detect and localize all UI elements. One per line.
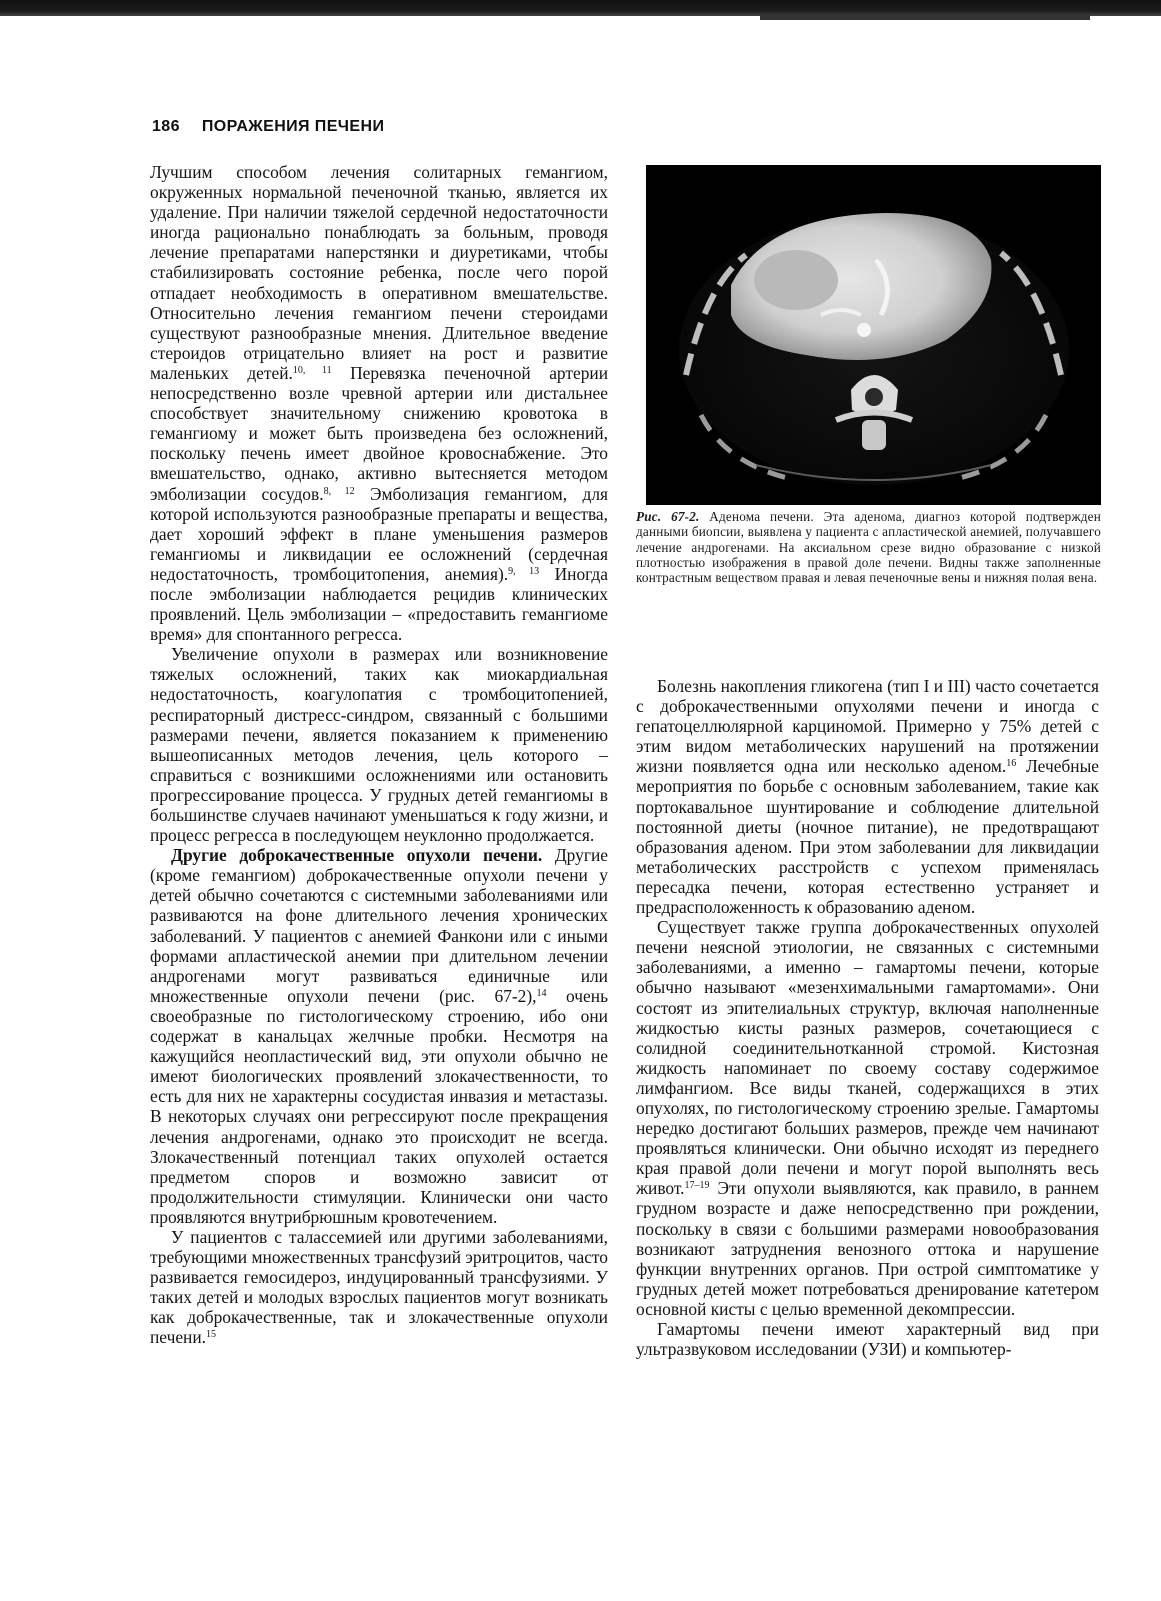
- left-text-column: [150, 162, 608, 1348]
- page-top-scan-band-tail: [760, 14, 1090, 20]
- paragraph: [150, 162, 608, 644]
- reference-marker: 9, 13: [508, 565, 540, 577]
- text-run: Лечебные мероприятия по борьбе с основным заболеванием, такие как портокавальное шунтирование и соблюдение длительной постоянной диеты (ночное питание), не предотвращают образования аденом. При этом заболевании для ликвидации метаболических расстройств с успехом применялась пересадка печени, которая естественно устраняет и предрасположенность к образованию аденом.: [636, 756, 1099, 918]
- paragraph: [636, 917, 1099, 1319]
- reference-marker: 10, 11: [292, 364, 332, 376]
- running-head: [152, 118, 384, 136]
- figure-caption-text: Аденома печени. Эта аденома, диагноз которой подтвержден данными биопсии, выявлена у пациента с апластической анемией, получавшего лечение андрогенами. На аксиальном срезе видно образование с низкой плотностью изображения в правой доле печени. Видны также заполненные контрастным веществом правая и левая печеночные вены и нижняя полая вена.: [636, 509, 1101, 586]
- right-text-column: [636, 676, 1099, 1359]
- running-title: ПОРАЖЕНИЯ ПЕЧЕНИ: [201, 118, 385, 135]
- reference-marker: 15: [206, 1329, 217, 1341]
- reference-marker: 16: [1006, 758, 1017, 770]
- reference-marker: 17–19: [684, 1180, 710, 1192]
- ct-scan-image: [646, 165, 1101, 505]
- section-heading: Другие доброкачественные опухоли печени.: [171, 845, 543, 866]
- paragraph: [150, 845, 608, 1227]
- reference-marker: 8, 12: [323, 485, 355, 497]
- text-run: Иногда после эмболизации наблюдается рецидив клинических проявлений. Цель эмболизации – «предоставить гемангиоме время» для спонтанного регресса.: [150, 563, 608, 645]
- text-run: Болезнь накопления гликогена (тип I и III) часто сочетается с доброкачественными опухолями печени и иногда с гепатоцеллюлярной карциномой. Примерно у 75% детей с этим видом метаболических нарушений на протяжении жизни появляется одна или несколько аденом.: [636, 676, 1099, 777]
- text-run: Другие (кроме гемангиом) доброкачественные опухоли печени у детей обычно сочетаются с системными заболеваниями или развиваются на фоне длительного лечения хронических заболеваний. У пациентов с анемией Фанкони или с иными формами апластической анемии при длительном лечении андрогенами могут развиваться единичные или множественные опухоли печени (рис. 67-2),: [150, 845, 609, 1006]
- paragraph: [636, 676, 1099, 917]
- paragraph: Увеличение опухоли в размерах или возникновение тяжелых осложнений, таких как миокардиальная недостаточность, коагулопатия с тромбоцитопенией, респираторный дистресс-синдром, связанный с большими размерами печени, является показанием к применению вышеописанных методов лечения, цель которого – справиться с возникшими осложнениями или остановить прогрессирование процесса. У грудных детей гемангиомы в большинстве случаев начинают уменьшаться к году жизни, и процесс регресса в последующем неуклонно продолжается.: [150, 644, 608, 846]
- figure-caption: [636, 509, 1101, 585]
- text-run: У пациентов с талассемией или другими заболеваниями, требующими множественных трансфузий эритроцитов, часто развивается гемосидероз, индуцированный трансфузиями. У таких детей и молодых взрослых пациентов могут возникать как доброкачественные, так и злокачественные опухоли печени.: [150, 1226, 608, 1348]
- reference-marker: 14: [536, 987, 547, 999]
- ct-scan-drawing: [646, 165, 1101, 505]
- page-number: 186: [152, 118, 180, 135]
- text-run: Перевязка печеночной артерии непосредственно возле чревной артерии или дистальнее способствует значительному снижению кровотока в гемангиому и может быть произведена без осложнений, поскольку печень имеет двойное кровоснабжение. Это вмешательство, однако, активно вытесняется методом эмболизации сосудов.: [150, 362, 609, 504]
- paragraph: Гамартомы печени имеют характерный вид при ультразвуковом исследовании (УЗИ) и компьютер-: [636, 1319, 1099, 1360]
- text-run: очень своеобразные по гистологическому строению, ибо они содержат в канальцах желчные пробки. Несмотря на кажущийся неопластический вид, эти опухоли обычно не имеют биологических проявлений злокачественности, то есть для них не характерны сосудистая инвазия и метастазы. В некоторых случаях они регрессируют после прекращения лечения андрогенами, однако это происходит не всегда. Злокачественный потенциал таких опухолей остается предметом споров и возможно зависит от продолжительности стимуляции. Клинически они часто проявляются внутрибрюшным кровотечением.: [150, 985, 609, 1227]
- figure-label: Рис. 67-2.: [636, 509, 700, 524]
- text-run: Эти опухоли выявляются, как правило, в раннем грудном возрасте и даже непосредственно при рождении, поскольку в связи с большими размерами новообразования возникают затруднения венозного оттока и нарушение функции внутренних органов. При острой симптоматике у грудных детей может потребоваться дренирование катетером основной кисты с целью временной декомпрессии.: [636, 1178, 1099, 1319]
- text-run: Существует также группа доброкачественных опухолей печени неясной этиологии, не связанных с системными заболеваниями, а именно – гамартомы печени, которые обычно называют «мезенхимальными гамартомами». Они состоят из эпителиальных структур, включая наполненные жидкостью кисты разных размеров, сочетающиеся с солидной соединительнотканной стромой. Кистозная жидкость напоминает по своему составу содержимое лимфангиом. Все виды тканей, содержащихся в этих опухолях, по гистологическому строению зрелые. Гамартомы нередко достигают больших размеров, прежде чем начинают проявляться клинически. Они обычно исходят из переднего края правой доли печени и могут порой выполнять весь живот.: [636, 917, 1099, 1199]
- text-run: Эмболизация гемангиом, для которой используются разнообразные препараты и вещества, дает хороший эффект в плане уменьшения размеров гемангиомы и ликвидации ее осложнений (сердечная недостаточность, тромбоцитопения, анемия).: [150, 483, 608, 584]
- text-run: Лучшим способом лечения солитарных гемангиом, окруженных нормальной печеночной тканью, является их удаление. При наличии тяжелой сердечной недостаточности иногда рационально понаблюдать за больным, проводя лечение препаратами наперстянки и диуретиками, чтобы стабилизировать состояние ребенка, после чего порой отпадает необходимость в оперативном вмешательстве. Относительно лечения гемангиом печени стероидами существуют разнообразные мнения. Длительное введение стероидов отрицательно влияет на рост и развитие маленьких детей.: [150, 162, 608, 383]
- paragraph: [150, 1227, 608, 1348]
